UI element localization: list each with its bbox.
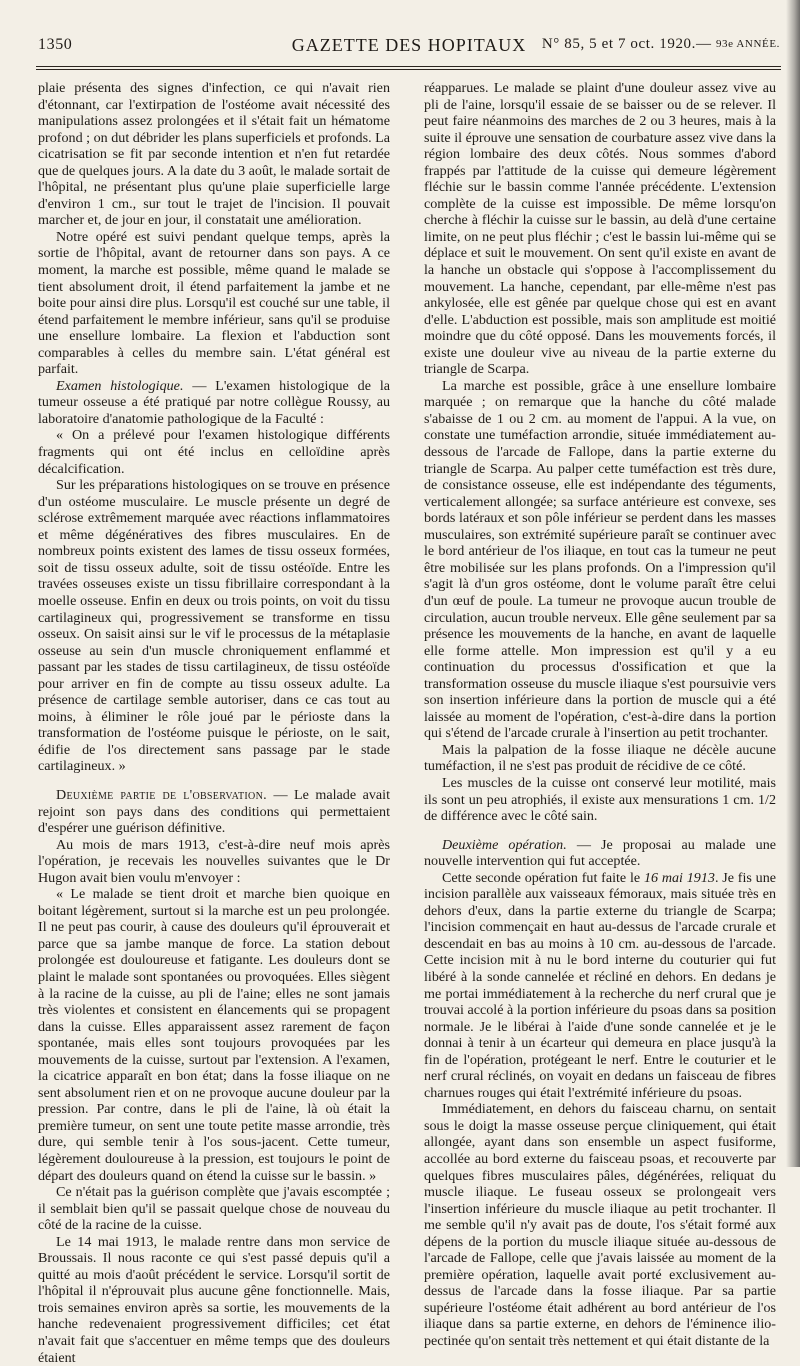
paragraph: Immédiatement, en dehors du faisceau charnu, on sentait sous le doigt la masse osseuse perçue cliniquement, qui était allongée, ayant dans son ensemble un aspect fusiforme, accollée au bord externe du faisceau psoas, et recouverte par quelques fibres musculaires pâles, dégénérées, reliquat du muscle iliaque. Le fuseau osseux se prolongeait vers l'insertion inférieure du muscle iliaque au petit trochanter. Il me semble qu'il n'y avait pas de doute, l'os s'était formé aux dépens de la portion du muscle iliaque située au-dessous de l'arcade de Fallope, celle que j'avais laissée au moment de la première opération, laquelle avait porté exclusivement au-dessus de l'arcade dans la fosse iliaque. Par sa partie supérieure l'ostéome était adhérent au bord antérieur de l'os iliaque dans sa partie externe, en dehors de l'éminence ilio-pectinée qu'on sentait très nettement et qui était distante de la [424, 1101, 776, 1350]
paragraph-text: Cette seconde opération fut faite le [442, 869, 644, 886]
paragraph: Notre opéré est suivi pendant quelque temps, après la sortie de l'hôpital, avant de retourner dans son pays. A ce moment, la marche est possible, même quand le malade se tient absolument droit, il étend parfaitement la jambe et ne boite pour ainsi dire plus. Lorsqu'il est couché sur une table, il étend parfaitement le membre inférieur, sans qu'il se produise une ensellure lombaire. La flexion et l'abduction sont comparables à celles du membre sain. L'état général est parfait. [38, 228, 390, 378]
paragraph: réapparues. Le malade se plaint d'une douleur assez vive au pli de l'aine, lorsqu'il essaie de se baisser ou de se relever. Il peut faire néanmoins des marches de 2 ou 3 heures, mais à la suite il éprouve une sensation de courbature assez vive dans la région lombaire des deux côtés. Nous sommes d'abord frappés par l'attitude de la cuisse qui demeure légèrement fléchie sur le bassin comme l'année précédente. L'extension complète de la cuisse est impossible. De même lorsqu'on cherche à fléchir la cuisse sur le bassin, au delà d'une certaine limite, on ne peut plus fléchir ; c'est le bassin lui-même qui se déplace et suit le mouvement. On sent qu'il existe en avant de la hanche un obstacle qui s'oppose à l'accomplissement du mouvement. La hanche, cependant, par elle-même n'est pas ankylosée, elle est gênée par quelque chose qui est en avant d'elle. L'abduction est possible, mais son amplitude est moitié moindre que du côté opposé. Dans les mouvements forcés, il existe une douleur vive au niveau de la partie externe du triangle de Scarpa. [424, 80, 776, 378]
page-number: 1350 [38, 36, 73, 53]
paragraph-text: — Le malade avait rejoint son pays dans des conditions qui permettaient d'espérer une guérison définitive. [38, 786, 390, 837]
header-rule-bottom [36, 69, 781, 70]
operation-date: 16 mai 1913 [643, 869, 715, 886]
paragraph: Les muscles de la cuisse ont conservé leur motilité, mais ils sont un peu atrophiés, il existe aux mensurations 1 cm. 1/2 de différence avec le côté sain. [424, 774, 776, 825]
paragraph-text: — L'examen histologique de la tumeur osseuse a été pratiqué par notre collègue Roussy, au laboratoire d'anatomie pathologique de la Faculté : [38, 377, 391, 427]
paragraph: plaie présenta des signes d'infection, ce qui n'avait rien d'étonnant, car l'extirpation de l'ostéome avait nécessité des manipulations assez prolongées et il s'était fait un hématome profond ; on dut débrider les plans superficiels et profonds. La cicatrisation se fit par seconde intention et n'en fut retardée que de quelques jours. A la date du 3 août, le malade sortait de l'hôpital, ne présentant plus qu'une plaie superficielle large d'environ 1 cm., sur tout le trajet de l'incision. Il pouvait marcher et, de jour en jour, il constatait une amélioration. [38, 80, 390, 229]
issue-info [542, 36, 780, 53]
paragraph-text: — Je proposai au malade une nouvelle intervention qui fut acceptée. [424, 836, 776, 870]
section-label-second-part: Deuxième partie de l'observation. [56, 786, 267, 803]
paragraph-text: . Je fis une incision parallèle aux vaisseaux fémoraux, mais située très en dehors d'eux, dans la partie externe du triangle de Scarpa; l'incision commençait en haut au-dessus de l'arcade crurale et descendait en bas au moins à 10 cm. au-dessous de l'arcade. Cette incision mit à nu le bord interne du couturier qui fut libéré à la sonde cannelée et récliné en dehors. En dedans je me portai immédiatement à la recherche du nerf crural que je trouvai accolé à la portion inférieure du psoas dans sa position normale. Je le libérai à l'aide d'une sonde cannelée et je le donnai à tenir à un écarteur qui demeura en place jusqu'à la fin de l'opération, protégeant le nerf. Entre le couturier et le nerf crural réclinés, on voyait en dedans un faisceau de fibres charnues rouges qui était l'extrémité inférieure du psoas. [424, 869, 776, 1101]
paragraph: Ce n'était pas la guérison complète que j'avais escomptée ; il semblait bien qu'il se passait quelque chose de nouveau du côté de la racine de la cuisse. [38, 1184, 390, 1234]
paragraph [424, 837, 776, 870]
paragraph: La marche est possible, grâce à une ensellure lombaire marquée ; on remarque que la hanche du côté malade s'abaisse de 1 ou 2 cm. au moment de l'appui. A la vue, on constate une tuméfaction arrondie, située immédiatement au-dessous de l'arcade de Fallope, dans la partie externe du triangle de Scarpa. Au palper cette tuméfaction est très dure, de consistance osseuse, elle est indépendante des téguments, verticalement allongée; sa surface antérieure est convexe, ses bords latéraux et son pôle inférieur se perdent dans les masses musculaires, son extrémité supérieure paraît se continuer avec le bord antérieur de l'os iliaque, en tout cas la tumeur ne peut être mobilisée sur les plans profonds. On a l'impression qu'il s'agit là d'un gros ostéome, dont le volume paraît être celui d'un œuf de poule. La tumeur ne provoque aucun trouble de circulation, aucun trouble nerveux. Elle gêne seulement par sa présence les mouvements de la hanche, en avant de laquelle elle forme attelle. Mon impression est qu'il y a eu continuation du processus d'ossification et que la transformation osseuse du muscle iliaque s'est poursuivie vers son insertion inférieure dans la portion de muscle qui a été laissée au moment de l'opération, c'est-à-dire dans la portion qui s'étend de l'arcade crurale à l'insertion au petit trochanter. [424, 377, 776, 742]
journal-title: GAZETTE DES HOPITAUX [291, 35, 527, 55]
paragraph: « Le malade se tient droit et marche bien quoique en boitant légèrement, surtout si la marche est un peu prolongée. Il ne peut pas courir, à cause des douleurs qu'il éprouverait et parce que sa jambe manque de force. La station debout prolongée est douloureuse et fatigante. Les douleurs dont se plaint le malade sont spontanées ou provoquées. Elles siègent à la racine de la cuisse, au pli de l'aine; elles ne sont jamais très violentes et consistent en élancements qui se propagent dans la cuisse. Elles apparaissent assez rarement de façon spontanée, mais elles sont toujours provoquées par les mouvements de la cuisse, surtout par l'extension. A l'examen, la cicatrice apparaît en bon état; dans la fosse iliaque on ne sent absolument rien et on ne provoque aucune douleur par la pression. Par contre, dans le pli de l'aine, là où était la première tumeur, on sent une toute petite masse arrondie, très dure, qui semble tenir à l'os sous-jacent. Cette tumeur, légèrement douloureuse à la pression, est toujours le point de départ des douleurs quand on étend la cuisse sur le bassin. » [38, 886, 390, 1184]
paragraph [38, 378, 390, 428]
paragraph: Sur les préparations histologiques on se trouve en présence d'un ostéome musculaire. Le muscle présente un degré de sclérose extrêmement marquée avec réactions inflammatoires et même dégénératives des fibres musculaires. En de nombreux points existent des lames de tissu osseux formées, soit de tissu osseux adulte, soit de tissu ostéoïde. Entre les travées osseuses existe un tissu fibrillaire correspondant à la moelle osseuse. Enfin en deux ou trois points, on voit du tissu cartilagineux qui, progressivement se transforme en tissu osseux. On saisit ainsi sur le vif le processus de la métaplasie osseuse au sein d'un muscle chroniquement enflammé et passant par les stades de tissu cartilagineux, de tissu ostéoïde pour arriver en fin de compte au tissu osseux adulte. La présence de cartilage semble autoriser, dans ce cas tout au moins, à éliminer le rôle joué par le périoste dans la transformation de l'ostéome puisque le périoste, on le sait, édifie de l'os directement sans passage par le stade cartilagineux. » [38, 477, 390, 775]
paragraph [38, 787, 390, 837]
left-column [38, 80, 390, 1366]
paragraph: Le 14 mai 1913, le malade rentre dans mon service de Broussais. Il nous raconte ce qui s'est passé depuis qu'il a quitté au mois d'août précédent le service. Lorsqu'il sortit de l'hôpital il n'éprouvait plus aucune gêne fonctionnelle. Mais, trois semaines environ après sa sortie, les mouvements de la hanche redevenaient progressivement difficiles; cet état n'avait fait que s'accentuer en même temps que des douleurs étaient [38, 1233, 390, 1366]
section-label-histology: Examen histologique. [56, 377, 184, 394]
section-label-second-operation: Deuxième opération. [442, 836, 567, 853]
header-rule-top [36, 66, 781, 67]
issue-number-date: N° 85, 5 et 7 oct. 1920.— [541, 36, 712, 52]
right-column [424, 80, 776, 1350]
year-info: 93e ANNÉE. [715, 38, 780, 50]
paragraph: « On a prélevé pour l'examen histologique différents fragments qui ont été inclus en celloïdine après décalcification. [38, 427, 390, 477]
paragraph [424, 870, 776, 1102]
paragraph: Au mois de mars 1913, c'est-à-dire neuf mois après l'opération, je recevais les nouvelles suivantes que le Dr Hugon avait bien voulu m'envoyer : [38, 836, 390, 886]
page-binding-edge [786, 0, 800, 1167]
page-header [38, 36, 780, 64]
paragraph: Mais la palpation de la fosse iliaque ne décèle aucune tuméfaction, il ne s'est pas produit de récidive de ce côté. [424, 741, 776, 775]
